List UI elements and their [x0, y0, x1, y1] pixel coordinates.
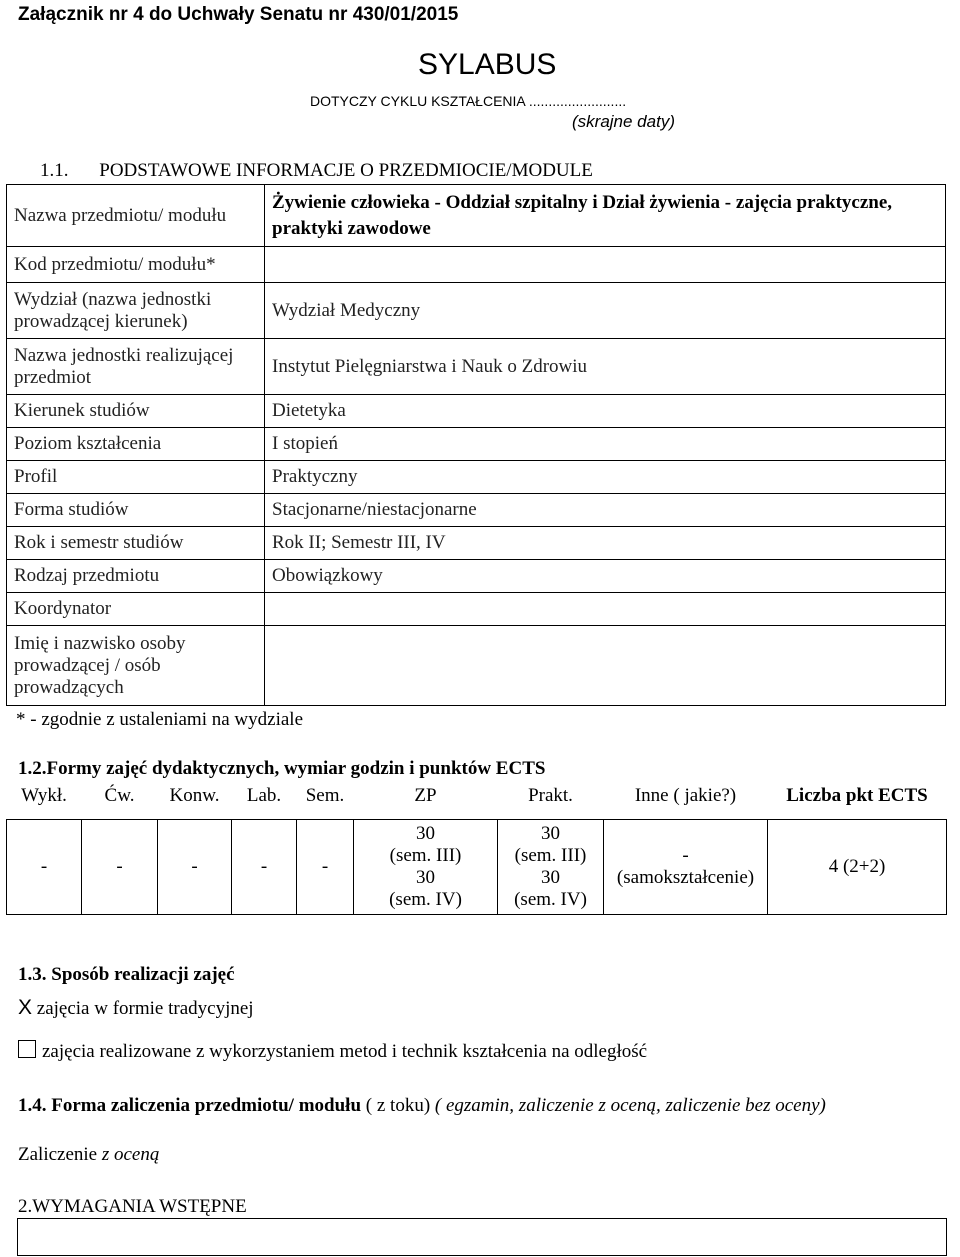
section-1-4-number: 1.4. — [18, 1095, 47, 1116]
header-seminar: Sem. — [305, 785, 345, 806]
table-row — [7, 283, 946, 339]
checked-mark-icon: X — [18, 996, 33, 1019]
header-conversatory: Konw. — [169, 785, 220, 806]
row-label-study-form: Forma studiów — [7, 494, 265, 527]
table-row — [7, 461, 946, 494]
table-row — [7, 494, 946, 527]
row-value-year-semester: Rok II; Semestr III, IV — [265, 527, 946, 560]
section-1-1-number: 1.1. — [40, 160, 69, 181]
row-value-faculty: Wydział Medyczny — [265, 283, 946, 339]
option-traditional-label: zajęcia w formie tradycyjnej — [36, 998, 254, 1019]
header-practice: Prakt. — [528, 785, 573, 806]
value-practice: 30 (sem. III) 30 (sem. IV) — [498, 820, 604, 915]
value-conversatory: - — [158, 820, 232, 915]
empty-checkbox-icon — [18, 1040, 36, 1058]
header-zp: ZP — [414, 785, 437, 806]
realization-option-traditional — [18, 996, 254, 1020]
class-forms-table — [6, 783, 947, 915]
row-label-subject-code: Kod przedmiotu/ modułu* — [7, 247, 265, 283]
assessment-result-prefix: Zaliczenie — [18, 1144, 98, 1165]
value-exercises: - — [82, 820, 158, 915]
value-lab: - — [232, 820, 297, 915]
cycle-line: DOTYCZY CYKLU KSZTAŁCENIA ......................... — [310, 93, 627, 109]
table-header-row — [7, 783, 947, 809]
table-row — [7, 593, 946, 626]
section-1-4-title: Forma zaliczenia przedmiotu/ modułu — [51, 1095, 362, 1116]
row-value-profile: Praktyczny — [265, 461, 946, 494]
table-row — [7, 560, 946, 593]
document-title: SYLABUS — [418, 48, 557, 81]
header-ects: Liczba pkt ECTS — [786, 785, 928, 806]
row-label-instructors: Imię i nazwisko osoby prowadzącej / osób prowadzących — [7, 626, 265, 706]
header-exercises: Ćw. — [104, 785, 135, 806]
row-label-field: Kierunek studiów — [7, 395, 265, 428]
assessment-result-suffix: z oceną — [101, 1144, 160, 1165]
value-seminar: - — [297, 820, 354, 915]
table-row — [7, 247, 946, 283]
section-1-1-heading — [40, 160, 593, 182]
basic-info-table — [6, 184, 946, 706]
footnote: * - zgodnie z ustaleniami na wydziale — [16, 709, 304, 730]
table-row — [7, 428, 946, 461]
row-label-unit: Nazwa jednostki realizującej przedmiot — [7, 339, 265, 395]
section-2-title: WYMAGANIA WSTĘPNE — [32, 1196, 247, 1217]
row-value-field: Dietetyka — [265, 395, 946, 428]
header-lecture: Wykł. — [21, 785, 67, 806]
row-label-profile: Profil — [7, 461, 265, 494]
row-label-coordinator: Koordynator — [7, 593, 265, 626]
header-lab: Lab. — [246, 785, 282, 806]
assessment-result — [18, 1144, 159, 1166]
section-2-heading — [18, 1196, 247, 1218]
row-label-subject-name: Nazwa przedmiotu/ modułu — [7, 185, 265, 247]
value-ects: 4 (2+2) — [768, 820, 947, 915]
dates-note: (skrajne daty) — [572, 112, 675, 131]
table-row — [7, 820, 947, 915]
section-1-3-heading: 1.3. Sposób realizacji zajęć — [18, 964, 235, 985]
row-value-study-form: Stacjonarne/niestacjonarne — [265, 494, 946, 527]
table-row — [7, 626, 946, 706]
table-row — [7, 339, 946, 395]
section-2-number: 2. — [18, 1196, 33, 1217]
row-label-faculty: Wydział (nazwa jednostki prowadzącej kierunek) — [7, 283, 265, 339]
header-other: Inne ( jakie?) — [634, 785, 737, 806]
row-label-year-semester: Rok i semestr studiów — [7, 527, 265, 560]
section-1-4-options: ( egzamin, zaliczenie z oceną, zaliczenie bez oceny) — [434, 1095, 826, 1116]
row-value-subject-code — [265, 247, 946, 283]
row-label-subject-type: Rodzaj przedmiotu — [7, 560, 265, 593]
row-value-subject-type: Obowiązkowy — [265, 560, 946, 593]
value-zp: 30 (sem. III) 30 (sem. IV) — [354, 820, 498, 915]
row-value-unit: Instytut Pielęgniarstwa i Nauk o Zdrowiu — [265, 339, 946, 395]
row-value-level: I stopień — [265, 428, 946, 461]
table-row — [7, 185, 946, 247]
section-1-4-heading — [18, 1095, 826, 1117]
table-row — [7, 527, 946, 560]
row-value-coordinator — [265, 593, 946, 626]
row-label-level: Poziom kształcenia — [7, 428, 265, 461]
section-1-2-heading: 1.2.Formy zajęć dydaktycznych, wymiar godzin i punktów ECTS — [18, 758, 546, 779]
row-value-subject-name: Żywienie człowieka - Oddział szpitalny i Dział żywienia - zajęcia praktyczne, praktyki zawodowe — [265, 185, 946, 247]
option-remote-label: zajęcia realizowane z wykorzystaniem metod i technik kształcenia na odległość — [42, 1041, 648, 1062]
section-1-4-mode: ( z toku) — [365, 1095, 431, 1116]
prerequisites-box — [17, 1218, 947, 1256]
value-other: - (samokształcenie) — [604, 820, 768, 915]
row-value-instructors — [265, 626, 946, 706]
table-row — [7, 395, 946, 428]
realization-option-remote — [18, 1040, 647, 1063]
value-lecture: - — [7, 820, 82, 915]
annex-heading: Załącznik nr 4 do Uchwały Senatu nr 430/01/2015 — [18, 4, 459, 25]
section-1-1-title: PODSTAWOWE INFORMACJE O PRZEDMIOCIE/MODULE — [99, 160, 593, 181]
